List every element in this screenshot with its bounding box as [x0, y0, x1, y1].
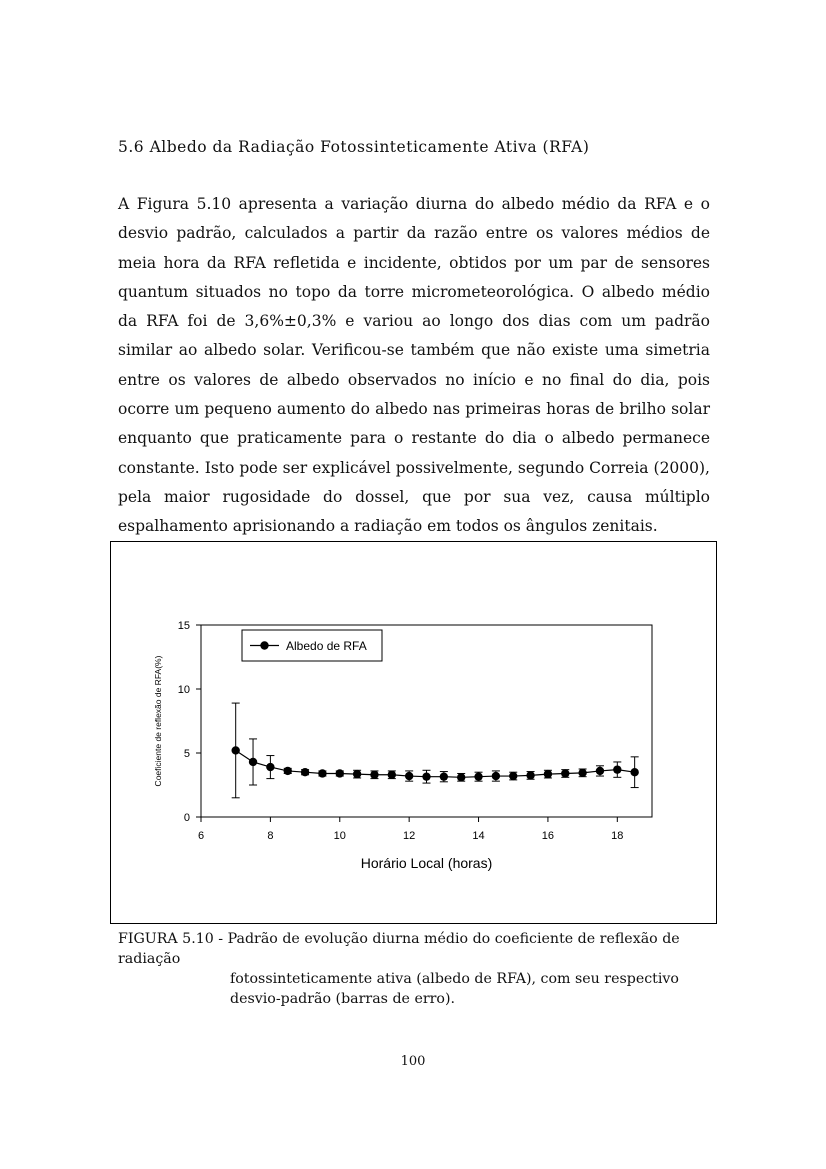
page-number: 100 [400, 1054, 426, 1069]
x-axis-label: Horário Local (horas) [360, 855, 493, 871]
caption-text-line1: Padrão de evolução diurna médio do coeficiente de reflexão de radiação [118, 931, 680, 967]
legend [242, 630, 382, 661]
data-point [613, 765, 621, 773]
x-tick-label: 6 [197, 830, 205, 842]
data-point [630, 768, 638, 776]
x-tick-label: 10 [333, 830, 346, 842]
data-point [422, 772, 430, 780]
data-point [388, 771, 396, 779]
data-point [231, 746, 239, 754]
x-tick-label: 12 [403, 830, 416, 842]
data-point [561, 769, 569, 777]
figure-caption [118, 929, 712, 1009]
series-albedo [231, 703, 638, 798]
data-point [596, 767, 604, 775]
x-tick-label: 16 [541, 830, 555, 842]
data-point [578, 769, 586, 777]
data-point [492, 772, 500, 780]
data-point [301, 768, 309, 776]
y-tick-label: 15 [177, 620, 190, 632]
data-point [544, 770, 552, 778]
albedo-chart [111, 542, 716, 923]
data-point [457, 773, 465, 781]
data-point [370, 771, 378, 779]
body-paragraph: A Figura 5.10 apresenta a variação diurna do albedo médio da RFA e o desvio padrão, calculados a partir da razão entre os valores médios de meia hora da RFA refletida e incidente, obtidos por um par de sensores quantum situados no topo da torre micrometeorológica. O albedo médio da RFA foi de 3,6%±0,3% e variou ao longo dos dias com um padrão similar ao albedo solar. Verificou-se também que não existe uma simetria entre os valores de albedo observados no início e no final do dia, pois ocorre um pequeno aumento do albedo nas primeiras horas de brilho solar enquanto que praticamente para o restante do dia o albedo permanece constante. Isto pode ser explicável possivelmente, segundo Correia (2000), pela maior rugosidade do dossel, que por sua vez, causa múltiplo espalhamento aprisionando a radiação em todos os ângulos zenitais. [118, 195, 710, 536]
y-tick-label: 5 [183, 748, 190, 760]
y-tick-label: 10 [177, 684, 190, 696]
data-point [318, 769, 326, 777]
data-point [509, 772, 517, 780]
series-line [236, 750, 635, 777]
data-point [474, 772, 482, 780]
data-point [336, 769, 344, 777]
section-heading: 5.6 Albedo da Radiação Fotossinteticamente Ativa (RFA) [118, 138, 590, 156]
legend-marker [260, 641, 268, 649]
caption-text-continued: fotossinteticamente ativa (albedo de RFA), com seu respectivo desvio-padrão (barras de erro). [230, 971, 679, 1007]
data-point [440, 772, 448, 780]
data-point [249, 758, 257, 766]
caption-label: FIGURA 5.10 - [118, 931, 228, 947]
x-tick-label: 18 [611, 830, 624, 842]
data-point [266, 763, 274, 771]
y-tick-label: 0 [183, 812, 190, 824]
figure-frame [110, 541, 717, 924]
data-point [526, 771, 534, 779]
x-tick-label: 14 [472, 830, 485, 842]
data-point [405, 772, 413, 780]
data-point [353, 770, 361, 778]
y-axis-label: Coeficiente de reflexão de RFA(%) [153, 655, 163, 787]
legend-label: Albedo de RFA [286, 639, 367, 653]
data-point [284, 767, 292, 775]
x-tick-label: 8 [267, 830, 274, 842]
